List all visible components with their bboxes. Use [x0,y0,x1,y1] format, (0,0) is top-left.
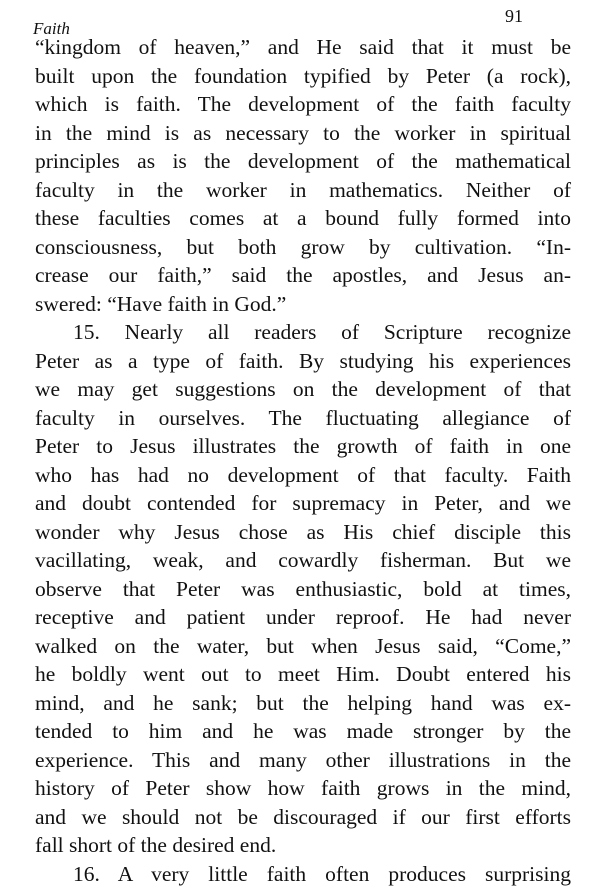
text-line: he boldly went out to meet Him. Doubt entered his [35,660,571,689]
text-line: swered: “Have faith in God.” [35,290,571,319]
text-line: who has had no development of that faculty. Faith [35,461,571,490]
text-line: and we should not be discouraged if our first efforts [35,803,571,832]
text-line: we may get suggestions on the development of that [35,375,571,404]
text-line: mind, and he sank; but the helping hand was ex- [35,689,571,718]
running-head: Faith [33,19,70,39]
text-line: experience. This and many other illustrations in the [35,746,571,775]
text-line: faculty in the worker in mathematics. Neither of [35,176,571,205]
page-body [35,33,571,888]
text-line: in the mind is as necessary to the worker in spiritual [35,119,571,148]
text-line: observe that Peter was enthusiastic, bold at times, [35,575,571,604]
text-line: “kingdom of heaven,” and He said that it must be [35,33,571,62]
text-line: fall short of the desired end. [35,831,571,860]
text-line: receptive and patient under reproof. He had never [35,603,571,632]
text-line: 15. Nearly all readers of Scripture recognize [35,318,571,347]
text-line: vacillating, weak, and cowardly fisherman. But we [35,546,571,575]
text-line: faculty in ourselves. The fluctuating allegiance of [35,404,571,433]
text-line: which is faith. The development of the faith faculty [35,90,571,119]
text-line: tended to him and he was made stronger by the [35,717,571,746]
text-line: wonder why Jesus chose as His chief disciple this [35,518,571,547]
text-line: these faculties comes at a bound fully formed into [35,204,571,233]
text-line: and doubt contended for supremacy in Peter, and we [35,489,571,518]
text-line: built upon the foundation typified by Peter (a rock), [35,62,571,91]
text-line: history of Peter show how faith grows in the mind, [35,774,571,803]
text-line: Peter to Jesus illustrates the growth of faith in one [35,432,571,461]
text-line: Peter as a type of faith. By studying his experiences [35,347,571,376]
page-number: 91 [505,6,523,27]
text-line: 16. A very little faith often produces surprising [35,860,571,888]
text-line: principles as is the development of the mathematical [35,147,571,176]
text-line: crease our faith,” said the apostles, and Jesus an- [35,261,571,290]
text-line: walked on the water, but when Jesus said, “Come,” [35,632,571,661]
text-line: consciousness, but both grow by cultivation. “In- [35,233,571,262]
